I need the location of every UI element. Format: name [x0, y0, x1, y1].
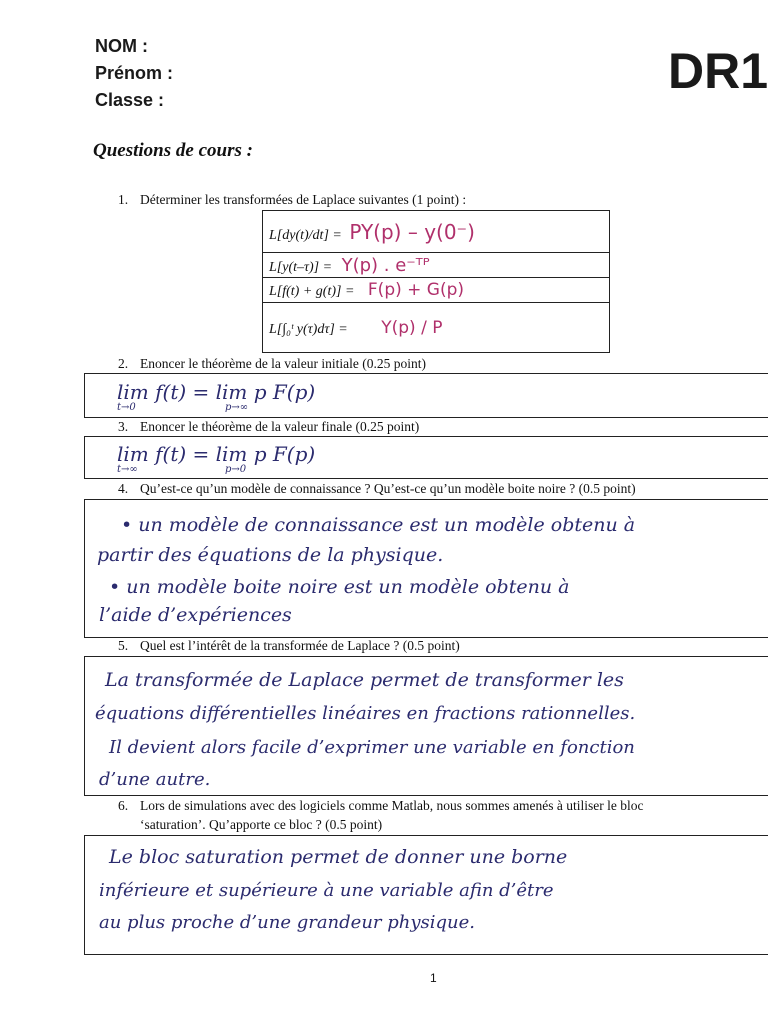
laplace-row-1	[263, 211, 610, 253]
question-1-text: Déterminer les transformées de Laplace suivantes (1 point) :	[140, 192, 467, 207]
answer-5-line-1: La transformée de Laplace permet de transformer les	[105, 669, 624, 691]
page-number: 1	[430, 971, 437, 985]
laplace-answer-3: F(p) + G(p)	[367, 280, 465, 300]
answer-5-line-2: équations différentielles linéaires en fractions rationnelles.	[95, 703, 636, 724]
question-4-text: Qu’est-ce qu’un modèle de connaissance ? Qu’est-ce qu’un modèle boite noire ? (0.5 point)	[140, 481, 636, 496]
answer-3-sub-right: p→0	[225, 464, 247, 475]
question-5: 5. Quel est l’intérêt de la transformée de Laplace ? (0.5 point)	[118, 638, 460, 653]
question-6-text-line-2: ‘saturation’. Qu’apporte ce bloc ? (0.5 point)	[140, 817, 383, 832]
question-1: 1. Déterminer les transformées de Laplace suivantes (1 point) :	[118, 192, 467, 207]
laplace-row-2	[263, 253, 610, 278]
laplace-table	[262, 210, 610, 353]
document-code: DR1	[668, 43, 768, 99]
answer-box-2	[84, 373, 768, 418]
laplace-answer-2: Y(p) . e⁻ᵀᴾ	[341, 254, 430, 276]
answer-5-line-4: d’une autre.	[99, 769, 211, 790]
section-title: Questions de cours :	[93, 140, 253, 161]
laplace-row-4	[263, 303, 610, 353]
laplace-row-3	[263, 278, 610, 303]
prenom-label: Prénom :	[95, 63, 174, 83]
answer-4-line-1: • un modèle de connaissance est un modèle obtenu à	[121, 514, 636, 536]
answer-4-line-2: partir des équations de la physique.	[97, 544, 444, 566]
laplace-formula-1: L[dy(t)/dt] = PY(p) – y(0⁻)	[263, 211, 610, 253]
laplace-formula-2: L[y(t–τ)] = Y(p) . e⁻ᵀᴾ	[263, 253, 610, 278]
question-6-text-line-1: Lors de simulations avec des logiciels comme Matlab, nous sommes amenés à utiliser le bloc	[140, 798, 644, 813]
answer-box-4	[84, 499, 768, 638]
answer-6-line-3: au plus proche d’une grandeur physique.	[99, 912, 476, 933]
laplace-answer-1: PY(p) – y(0⁻)	[349, 219, 475, 244]
answer-box-5	[84, 656, 768, 796]
answer-5-line-3: Il devient alors facile d’exprimer une variable en fonction	[109, 737, 635, 758]
answer-6-line-1: Le bloc saturation permet de donner une borne	[109, 846, 568, 868]
answer-4-line-3: • un modèle boite noire est un modèle obtenu à	[109, 576, 570, 598]
question-3: 3. Enoncer le théorème de la valeur finale (0.25 point)	[118, 419, 420, 434]
laplace-answer-4: Y(p) / P	[381, 317, 443, 338]
answer-box-3	[84, 436, 768, 479]
classe-label: Classe :	[95, 90, 165, 110]
question-6: 6. Lors de simulations avec des logiciels comme Matlab, nous sommes amenés à utiliser le bloc	[118, 798, 644, 813]
nom-label: NOM :	[95, 36, 148, 56]
laplace-formula-3: L[f(t) + g(t)] = F(p) + G(p)	[263, 278, 610, 303]
question-4: 4. Qu’est-ce qu’un modèle de connaissance ? Qu’est-ce qu’un modèle boite noire ? (0.5 point)	[118, 481, 636, 496]
answer-3: lim f(t) = lim p F(p)	[117, 442, 316, 466]
answer-2-sub-left: t→0	[117, 402, 136, 413]
answer-box-6	[84, 835, 768, 955]
answer-2-sub-right: p→∞	[225, 402, 249, 413]
question-2-text: Enoncer le théorème de la valeur initiale (0.25 point)	[140, 356, 427, 371]
question-5-text: Quel est l’intérêt de la transformée de Laplace ? (0.5 point)	[140, 638, 460, 653]
answer-6-line-2: inférieure et supérieure à une variable afin d’être	[99, 880, 554, 901]
laplace-formula-4: L[∫₀ᵗ y(τ)dτ] = Y(p) / P	[263, 303, 610, 353]
question-2: 2. Enoncer le théorème de la valeur initiale (0.25 point)	[118, 356, 427, 371]
answer-4-line-4: l’aide d’expériences	[99, 604, 292, 626]
question-3-text: Enoncer le théorème de la valeur finale (0.25 point)	[140, 419, 420, 434]
answer-3-sub-left: t→∞	[117, 464, 138, 475]
answer-2: lim f(t) = lim p F(p)	[117, 380, 316, 404]
